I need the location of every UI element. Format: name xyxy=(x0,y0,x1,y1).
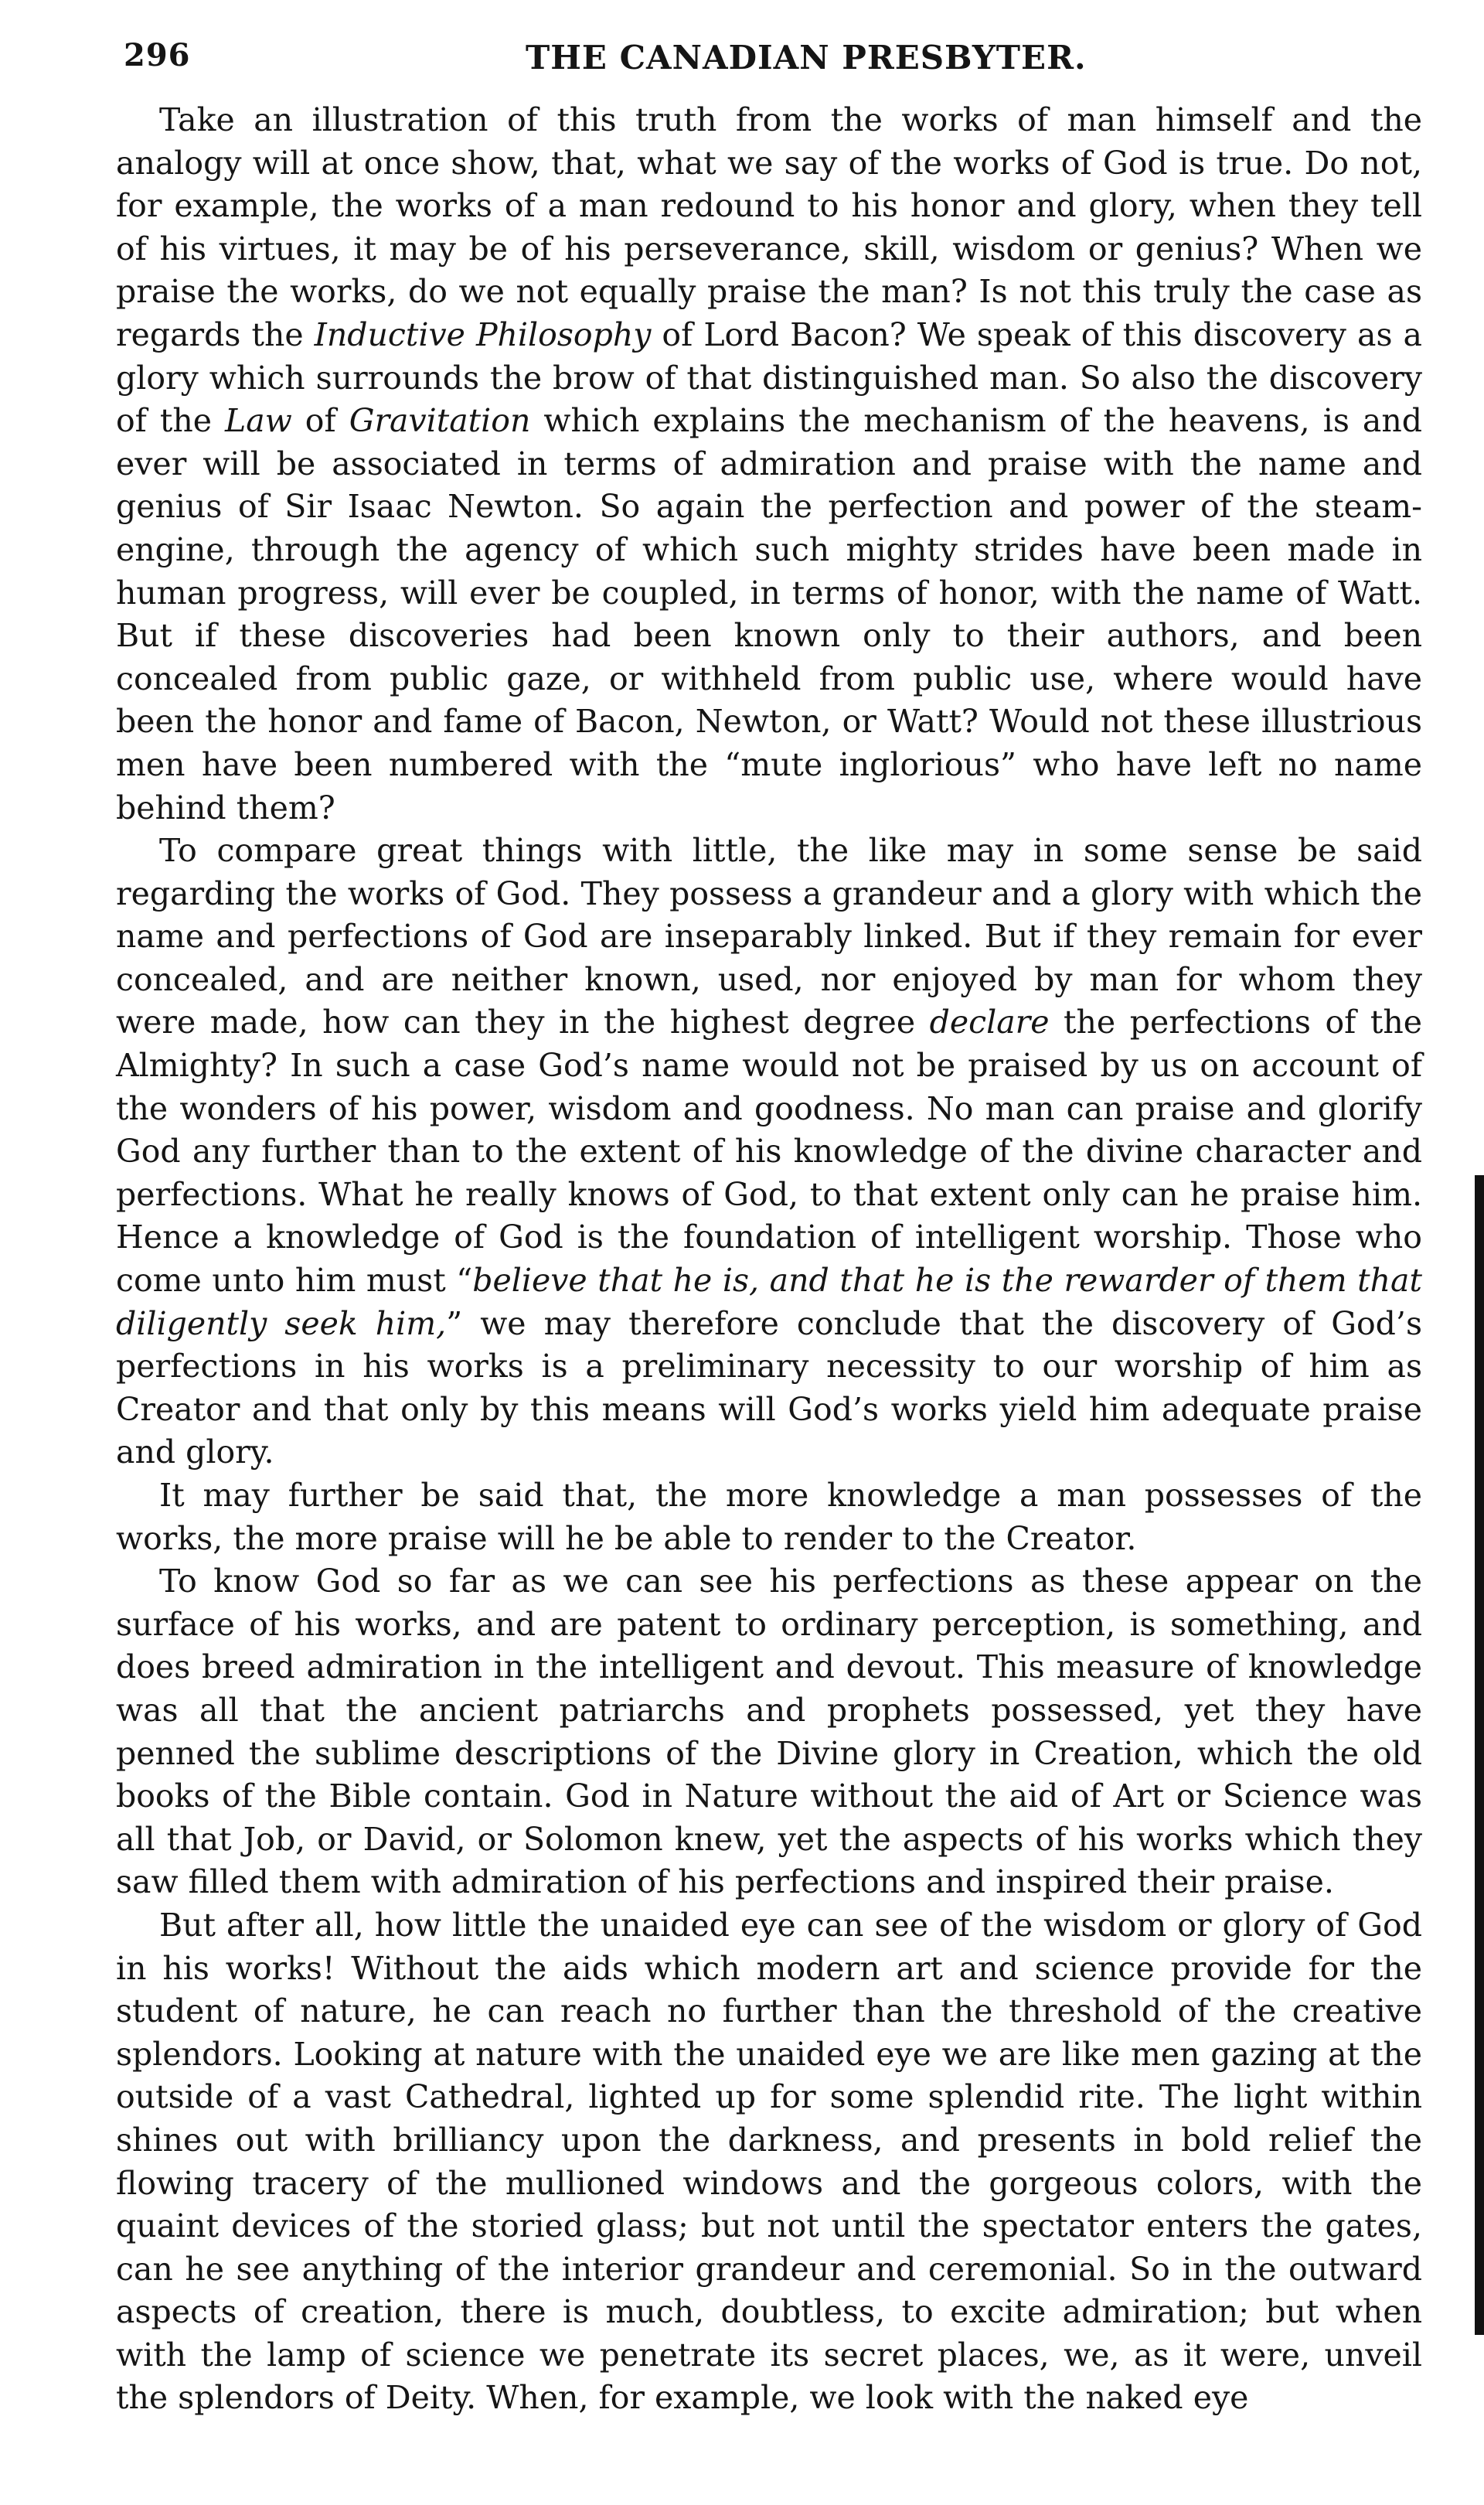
paragraph xyxy=(116,830,1422,1474)
text-run: To compare great things with little, the like may in some sense be said regarding the works of God. They possess a grandeur and a glory with which the name and perfections of God are inseparably linked. But if they remain for ever concealed, and are neither known, used, nor enjoyed by man for whom they were made, how can they in the highest degree xyxy=(116,832,1422,1041)
paragraph xyxy=(116,1474,1422,1560)
page-number: 296 xyxy=(124,37,191,73)
paragraph xyxy=(116,1904,1422,2420)
scan-edge-mark-notch xyxy=(1475,1345,1482,1392)
text-run: which explains the mechanism of the heavens, is and ever will be associated in terms of admiration and praise with the name and genius of Sir Isaac Newton. So again the perfection and power of the steam-engine, through the agency of which such mighty strides have been made in human progress, will ever be coupled, in terms of honor, with the name of Watt. But if these discoveries had been known only to their authors, and been concealed from public gaze, or withheld from public use, where would have been the honor and fame of Bacon, Newton, or Watt? Would not these illustrious men have been numbered with the “mute inglorious” who have left no name behind them? xyxy=(116,402,1422,826)
running-title: THE CANADIAN PRESBYTER. xyxy=(526,39,1087,77)
italic-text-run: declare xyxy=(929,1004,1050,1041)
text-run: But after all, how little the unaided eye can see of the wisdom or glory of God in his works! Without the aids which modern art and science provide for the student of nature, he can reach no further than the threshold of the creative splendors. Looking at nature with the unaided eye we are like men gazing at the outside of a vast Cathedral, lighted up for some splendid rite. The light within shines out with brilliancy upon the darkness, and presents in bold relief the flowing tracery of the mullioned windows and the gorgeous colors, with the quaint devices of the storied glass; but not until the spectator enters the gates, can he see anything of the interior grandeur and ceremonial. So in the outward aspects of creation, there is much, doubtless, to excite admiration; but when with the lamp of science we penetrate its secret places, we, as it were, unveil the splendors of Deity. When, for example, we look with the naked eye xyxy=(116,1906,1422,2417)
body-text xyxy=(116,99,1422,2420)
text-run: Take an illustration of this truth from the works of man himself and the analogy will at once show, that, what we say of the works of God is true. Do not, for example, the works of a man redound to his honor and glory, when they tell of his virtues, it may be of his perseverance, skill, wisdom or genius? When we praise the works, do we not equally praise the man? Is not this truly the case as regards the xyxy=(116,101,1422,353)
text-run: of xyxy=(291,402,349,440)
text-run: the perfections of the Almighty? In such a case God’s name would not be praised by us on account of the wonders of his power, wisdom and goodness. No man can praise and glorify God any further than to the extent of his knowledge of the divine character and perfections. What he really knows of God, to that extent only can he praise him. Hence a knowledge of God is the foundation of intelligent worship. Those who come unto him must “ xyxy=(116,1004,1422,1300)
book-page xyxy=(116,31,1422,2474)
text-run: ” we may therefore conclude that the discovery of God’s perfections in his works is a preliminary necessity to our worship of him as Creator and that only by this means will God’s works yield him adequate praise and glory. xyxy=(116,1304,1422,1471)
text-run: of Lord Bacon? We speak of this discovery as a glory which surrounds the brow of that distinguished man. So also the discovery of the xyxy=(116,315,1422,440)
italic-text-run: Inductive Philosophy xyxy=(314,315,652,353)
italic-text-run: believe that he is, and that he is the rewarder of them that diligently seek him, xyxy=(116,1262,1422,1342)
text-run: To know God so far as we can see his perfections as these appear on the surface of his works, and are patent to ordinary perception, is something, and does breed admiration in the intelligent and devout. This measure of knowledge was all that the ancient patriarchs and prophets possessed, yet they have penned the sublime descriptions of the Divine glory in Creation, which the old books of the Bible contain. God in Nature without the aid of Art or Science was all that Job, or David, or Solomon knew, yet the aspects of his works which they saw filled them with admiration of his perfections and inspired their praise. xyxy=(116,1563,1422,1901)
italic-text-run: Gravitation xyxy=(349,402,531,440)
paragraph xyxy=(116,1560,1422,1904)
paragraph xyxy=(116,99,1422,830)
text-run: It may further be said that, the more knowledge a man possesses of the works, the more praise will he be able to render to the Creator. xyxy=(116,1477,1422,1557)
page-header xyxy=(116,31,1422,85)
italic-text-run: Law xyxy=(225,402,292,440)
